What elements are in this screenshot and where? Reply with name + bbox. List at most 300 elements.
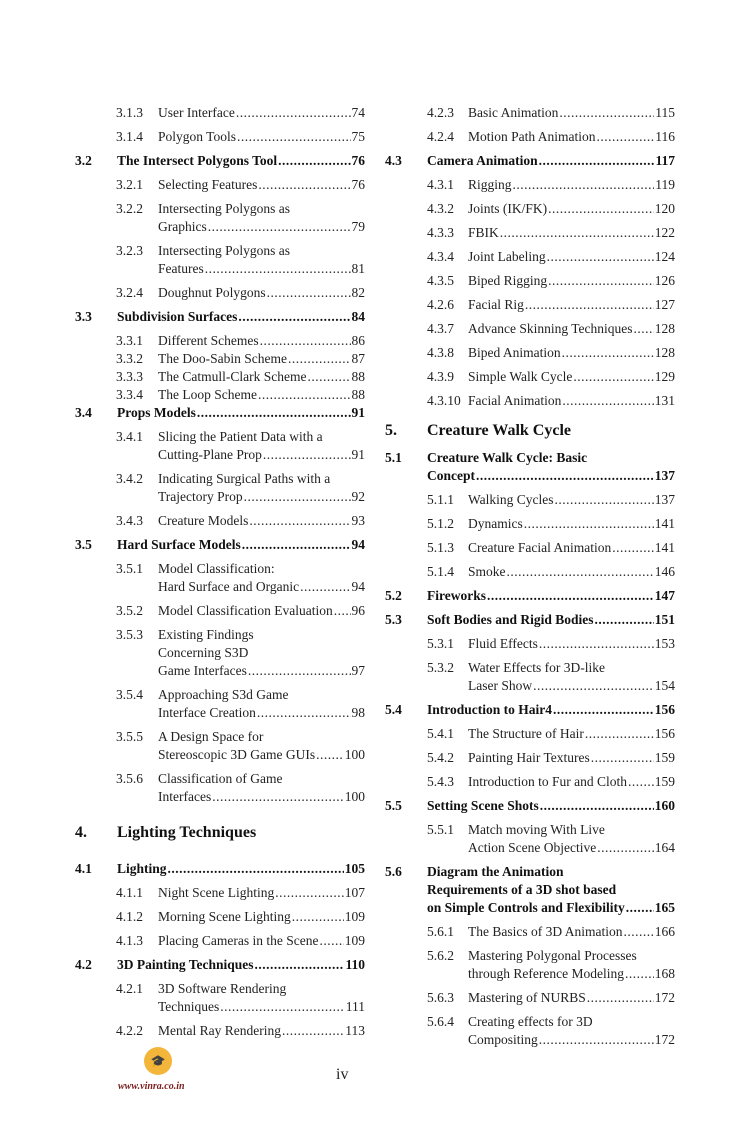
- toc-entry-title: Existing Findings: [158, 627, 254, 642]
- toc-entry-line: [468, 224, 675, 242]
- toc-entry-line: [117, 824, 365, 842]
- toc-entry-number: 4.3.5: [427, 273, 454, 288]
- toc-entry-page: 91: [351, 405, 365, 420]
- toc-entry-title: Trajectory Prop: [158, 489, 243, 504]
- dot-leader: [220, 998, 344, 1016]
- toc-entry-number: 3.5.5: [116, 729, 143, 744]
- toc-entry-number: 5.4.1: [427, 726, 454, 741]
- toc-entry-line: [158, 242, 365, 260]
- toc-entry-page: 127: [654, 297, 675, 312]
- toc-entry-line: [468, 392, 675, 410]
- dot-leader: [288, 350, 351, 368]
- toc-entry-title: Introduction to Hair4: [427, 702, 553, 717]
- toc-entry-page: 122: [654, 225, 675, 240]
- toc-entry-page: 165: [654, 900, 675, 915]
- toc-entry-number: 3.5.1: [116, 561, 143, 576]
- dot-leader: [587, 989, 654, 1007]
- dot-leader: [585, 725, 654, 743]
- toc-entry-number: 3.3.4: [116, 387, 143, 402]
- toc-entry-title: Rigging: [468, 177, 512, 192]
- dot-leader: [597, 839, 654, 857]
- toc-entry-title: Features: [158, 261, 204, 276]
- toc-entry-number: 5.4.2: [427, 750, 454, 765]
- toc-entry-page: 146: [654, 564, 675, 579]
- toc-entry-number: 5.2: [385, 588, 402, 603]
- toc-entry-number: 4.2.4: [427, 129, 454, 144]
- dot-leader: [591, 749, 654, 767]
- toc-entry-line: [427, 587, 675, 605]
- toc-entry-line: [158, 428, 365, 446]
- toc-entry-line: [158, 470, 365, 488]
- toc-entry-page: 109: [344, 909, 365, 924]
- toc-entry-line: [117, 152, 365, 170]
- toc-entry-page: 131: [654, 393, 675, 408]
- dot-leader: [625, 965, 654, 983]
- toc-entry-title: The Catmull-Clark Scheme: [158, 369, 307, 384]
- toc-entry-line: [468, 659, 675, 677]
- toc-entry-page: 111: [345, 999, 365, 1014]
- toc-entry-line: [468, 947, 675, 965]
- toc-entry-page: 119: [655, 177, 675, 192]
- toc-entry-page: 79: [351, 219, 365, 234]
- toc-entry-line: [468, 539, 675, 557]
- toc-entry-title: Doughnut Polygons: [158, 285, 266, 300]
- toc-entry-page: 86: [351, 333, 365, 348]
- toc-entry-line: [158, 884, 365, 902]
- toc-entry-title: Simple Walk Cycle: [468, 369, 573, 384]
- dot-leader: [612, 539, 654, 557]
- toc-entry-page: 116: [655, 129, 675, 144]
- toc-entry-title: Concept: [427, 468, 475, 483]
- toc-entry-line: [427, 152, 675, 170]
- toc-entry-number: 4.3.8: [427, 345, 454, 360]
- toc-entry-title: Intersecting Polygons as: [158, 243, 290, 258]
- toc-entry-page: 94: [351, 579, 365, 594]
- dot-leader: [597, 128, 655, 146]
- toc-entry-line: [468, 368, 675, 386]
- toc-entry-page: 168: [654, 966, 675, 981]
- toc-entry-line: [468, 296, 675, 314]
- dot-leader: [316, 746, 344, 764]
- dot-leader: [547, 248, 654, 266]
- toc-entry-line: [158, 788, 365, 806]
- toc-entry-line: [158, 908, 365, 926]
- dot-leader: [334, 602, 351, 620]
- toc-entry-number: 3.3.3: [116, 369, 143, 384]
- toc-entry-line: [427, 449, 675, 467]
- toc-entry-line: [158, 104, 365, 122]
- toc-entry-number: 4.3.3: [427, 225, 454, 240]
- toc-entry-page: 166: [654, 924, 675, 939]
- toc-entry-line: [158, 218, 365, 236]
- toc-entry-line: [468, 563, 675, 581]
- toc-entry-line: [468, 104, 675, 122]
- toc-entry-number: 3.3: [75, 309, 92, 324]
- dot-leader: [263, 446, 351, 464]
- toc-entry-title: Walking Cycles: [468, 492, 554, 507]
- toc-entry-title: Match moving With Live: [468, 822, 605, 837]
- toc-entry-page: 153: [654, 636, 675, 651]
- toc-entry-line: [468, 272, 675, 290]
- toc-entry-title: Motion Path Animation: [468, 129, 596, 144]
- toc-entry-line: [158, 368, 365, 386]
- toc-entry-title: Techniques: [158, 999, 220, 1014]
- toc-entry-number: 5.1: [385, 450, 402, 465]
- toc-entry-page: 75: [351, 129, 365, 144]
- toc-entry-line: [427, 899, 675, 917]
- toc-entry-line: [158, 446, 365, 464]
- toc-entry-number: 3.3.1: [116, 333, 143, 348]
- toc-entry-line: [158, 728, 365, 746]
- toc-entry-page: 88: [351, 387, 365, 402]
- toc-entry-page: 110: [345, 957, 365, 972]
- dot-leader: [244, 488, 351, 506]
- toc-entry-title: Facial Animation: [468, 393, 562, 408]
- toc-entry-number: 4.2.3: [427, 105, 454, 120]
- toc-entry-title: Interface Creation: [158, 705, 256, 720]
- toc-entry-page: 160: [654, 798, 675, 813]
- toc-entry-page: 88: [351, 369, 365, 384]
- toc-entry-line: [158, 128, 365, 146]
- toc-entry-line: [117, 956, 365, 974]
- toc-entry-title: Slicing the Patient Data with a: [158, 429, 323, 444]
- toc-entry-line: [468, 320, 675, 338]
- dot-leader: [555, 491, 654, 509]
- toc-entry-page: 91: [351, 447, 365, 462]
- toc-entry-number: 4.3.4: [427, 249, 454, 264]
- dot-leader: [275, 884, 344, 902]
- toc-entry-number: 5.3.2: [427, 660, 454, 675]
- toc-entry-line: [468, 923, 675, 941]
- dot-leader: [487, 587, 654, 605]
- toc-entry-title: The Doo-Sabin Scheme: [158, 351, 287, 366]
- publisher-url: www.vinra.co.in: [118, 1081, 185, 1092]
- toc-entry-line: [427, 881, 675, 899]
- toc-entry-line: [158, 602, 365, 620]
- toc-entry-page: 156: [654, 726, 675, 741]
- dot-leader: [238, 308, 350, 326]
- toc-entry-line: [468, 677, 675, 695]
- toc-entry-page: 151: [654, 612, 675, 627]
- toc-entry-title: Compositing: [468, 1032, 538, 1047]
- toc-entry-page: 94: [351, 537, 365, 552]
- toc-entry-number: 3.4.3: [116, 513, 143, 528]
- toc-entry-title: Polygon Tools: [158, 129, 236, 144]
- toc-entry-title: Requirements of a 3D shot based: [427, 882, 617, 897]
- toc-entry-title: Creature Walk Cycle: Basic: [427, 450, 588, 465]
- toc-entry-title: 3D Software Rendering: [158, 981, 287, 996]
- dot-leader: [595, 611, 654, 629]
- toc-entry-page: 147: [654, 588, 675, 603]
- toc-entry-number: 4.3: [385, 153, 402, 168]
- toc-entry-number: 4.1.2: [116, 909, 143, 924]
- toc-entry-line: [468, 773, 675, 791]
- toc-entry-page: 172: [654, 990, 675, 1005]
- toc-entry-title: Model Classification Evaluation: [158, 603, 333, 618]
- toc-entry-line: [158, 512, 365, 530]
- dot-leader: [300, 578, 350, 596]
- toc-entry-number: 3.3.2: [116, 351, 143, 366]
- toc-entry-title: A Design Space for: [158, 729, 264, 744]
- dot-leader: [242, 536, 351, 554]
- toc-entry-page: 113: [345, 1023, 365, 1038]
- toc-entry-page: 74: [351, 105, 365, 120]
- dot-leader: [476, 467, 654, 485]
- toc-entry-number: 3.5: [75, 537, 92, 552]
- toc-entry-number: 5.4: [385, 702, 402, 717]
- dot-leader: [260, 332, 351, 350]
- toc-entry-line: [158, 980, 365, 998]
- dot-leader: [237, 128, 351, 146]
- toc-entry-page: 124: [654, 249, 675, 264]
- toc-entry-number: 3.2.3: [116, 243, 143, 258]
- toc-entry-number: 4.1.1: [116, 885, 143, 900]
- toc-entry-title: Concerning S3D: [158, 645, 249, 660]
- toc-entry-number: 3.2.4: [116, 285, 143, 300]
- toc-entry-number: 3.1.3: [116, 105, 143, 120]
- toc-entry-number: 5.6: [385, 864, 402, 879]
- toc-entry-title: Selecting Features: [158, 177, 258, 192]
- dot-leader: [533, 677, 654, 695]
- toc-entry-number: 5.6.3: [427, 990, 454, 1005]
- toc-entry-number: 4.3.2: [427, 201, 454, 216]
- toc-entry-title: Joint Labeling: [468, 249, 546, 264]
- toc-entry-title: Creature Models: [158, 513, 249, 528]
- dot-leader: [208, 218, 351, 236]
- dot-leader: [248, 662, 351, 680]
- toc-entry-title: Biped Rigging: [468, 273, 548, 288]
- toc-entry-title: Joints (IK/FK): [468, 201, 548, 216]
- toc-entry-number: 4.2.2: [116, 1023, 143, 1038]
- toc-entry-number: 5.6.2: [427, 948, 454, 963]
- dot-leader: [292, 908, 344, 926]
- toc-entry-title: Dynamics: [468, 516, 523, 531]
- toc-entry-line: [427, 422, 675, 440]
- toc-entry-line: [468, 176, 675, 194]
- toc-entry-page: 82: [351, 285, 365, 300]
- toc-entry-number: 3.5.6: [116, 771, 143, 786]
- toc-entry-line: [158, 560, 365, 578]
- toc-entry-page: 87: [351, 351, 365, 366]
- toc-entry-line: [117, 536, 365, 554]
- dot-leader: [500, 224, 654, 242]
- toc-entry-page: 159: [654, 750, 675, 765]
- toc-entry-page: 120: [654, 201, 675, 216]
- toc-entry-page: 159: [654, 774, 675, 789]
- toc-entry-line: [468, 725, 675, 743]
- toc-entry-title: Interfaces: [158, 789, 212, 804]
- toc-entry-title: Lighting Techniques: [117, 824, 257, 841]
- dot-leader: [168, 860, 344, 878]
- toc-entry-page: 76: [351, 153, 365, 168]
- toc-entry-line: [158, 260, 365, 278]
- toc-entry-line: [427, 467, 675, 485]
- toc-entry-line: [158, 488, 365, 506]
- toc-entry-number: 5.: [385, 422, 397, 439]
- toc-entry-page: 156: [654, 702, 675, 717]
- dot-leader: [540, 797, 654, 815]
- dot-leader: [553, 701, 654, 719]
- toc-entry-page: 117: [655, 153, 675, 168]
- toc-entry-page: 128: [654, 321, 675, 336]
- toc-entry-title: Laser Show: [468, 678, 533, 693]
- dot-leader: [249, 512, 350, 530]
- toc-entry-line: [158, 332, 365, 350]
- toc-entry-number: 4.3.10: [427, 393, 461, 408]
- toc-entry-title: Subdivision Surfaces: [117, 309, 238, 324]
- toc-entry-title: Basic Animation: [468, 105, 559, 120]
- toc-entry-page: 97: [351, 663, 365, 678]
- toc-entry-line: [468, 1031, 675, 1049]
- toc-entry-number: 5.1.1: [427, 492, 454, 507]
- toc-entry-title: The Structure of Hair: [468, 726, 584, 741]
- dot-leader: [539, 1031, 654, 1049]
- toc-entry-number: 4.1: [75, 861, 92, 876]
- toc-entry-line: [117, 860, 365, 878]
- toc-entry-page: 98: [351, 705, 365, 720]
- toc-entry-page: 137: [654, 492, 675, 507]
- dot-leader: [319, 932, 343, 950]
- toc-entry-number: 4.1.3: [116, 933, 143, 948]
- toc-entry-title: Facial Rig: [468, 297, 524, 312]
- dot-leader: [524, 515, 654, 533]
- toc-entry-line: [468, 248, 675, 266]
- toc-entry-page: 172: [654, 1032, 675, 1047]
- toc-entry-title: The Basics of 3D Animation: [468, 924, 623, 939]
- toc-entry-number: 5.1.3: [427, 540, 454, 555]
- dot-leader: [539, 635, 654, 653]
- toc-entry-number: 3.5.2: [116, 603, 143, 618]
- toc-entry-line: [158, 626, 365, 644]
- toc-entry-line: [468, 989, 675, 1007]
- toc-entry-page: 107: [344, 885, 365, 900]
- toc-entry-line: [468, 200, 675, 218]
- toc-entry-title: Introduction to Fur and Cloth: [468, 774, 627, 789]
- toc-entry-number: 5.1.2: [427, 516, 454, 531]
- dot-leader: [634, 320, 654, 338]
- dot-leader: [278, 152, 350, 170]
- toc-entry-title: Indicating Surgical Paths with a: [158, 471, 331, 486]
- toc-entry-line: [158, 662, 365, 680]
- toc-entry-line: [468, 1013, 675, 1031]
- toc-entry-line: [158, 578, 365, 596]
- toc-entry-title: Diagram the Animation: [427, 864, 564, 879]
- toc-entry-title: Setting Scene Shots: [427, 798, 539, 813]
- publisher-logo-graduation-cap-icon: 🎓: [144, 1047, 172, 1075]
- dot-leader: [257, 704, 351, 722]
- dot-leader: [562, 344, 654, 362]
- toc-entry-title: Morning Scene Lighting: [158, 909, 291, 924]
- toc-entry-page: 128: [654, 345, 675, 360]
- toc-entry-title: Different Schemes: [158, 333, 259, 348]
- toc-entry-page: 81: [351, 261, 365, 276]
- toc-entry-title: Advance Skinning Techniques: [468, 321, 633, 336]
- toc-entry-line: [468, 749, 675, 767]
- toc-entry-line: [158, 644, 365, 662]
- toc-entry-number: 3.4.2: [116, 471, 143, 486]
- toc-entry-title: Model Classification:: [158, 561, 275, 576]
- toc-entry-number: 3.2: [75, 153, 92, 168]
- toc-entry-title: Mental Ray Rendering: [158, 1023, 281, 1038]
- toc-entry-number: 5.5.1: [427, 822, 454, 837]
- toc-entry-title: Lighting: [117, 861, 167, 876]
- dot-leader: [282, 1022, 344, 1040]
- toc-entry-title: Creature Walk Cycle: [427, 422, 571, 439]
- toc-entry-line: [427, 797, 675, 815]
- toc-entry-title: Game Interfaces: [158, 663, 247, 678]
- toc-entry-title: Creature Facial Animation: [468, 540, 612, 555]
- toc-entry-title: Placing Cameras in the Scene: [158, 933, 319, 948]
- toc-entry-page: 129: [654, 369, 675, 384]
- dot-leader: [267, 284, 351, 302]
- toc-entry-number: 4.2.1: [116, 981, 143, 996]
- toc-entry-title: Camera Animation: [427, 153, 538, 168]
- toc-entry-title: Painting Hair Textures: [468, 750, 590, 765]
- toc-entry-number: 3.5.4: [116, 687, 143, 702]
- toc-entry-line: [468, 344, 675, 362]
- toc-entry-line: [468, 491, 675, 509]
- toc-entry-title: FBIK: [468, 225, 499, 240]
- toc-entry-title: Cutting-Plane Prop: [158, 447, 262, 462]
- toc-entry-line: [117, 308, 365, 326]
- toc-entry-line: [468, 965, 675, 983]
- dot-leader: [307, 368, 350, 386]
- toc-entry-line: [158, 284, 365, 302]
- toc-entry-line: [158, 350, 365, 368]
- toc-entry-page: 154: [654, 678, 675, 693]
- toc-entry-title: Water Effects for 3D-like: [468, 660, 605, 675]
- toc-entry-page: 84: [351, 309, 365, 324]
- toc-entry-line: [158, 746, 365, 764]
- toc-entry-number: 3.2.1: [116, 177, 143, 192]
- toc-entry-title: Creating effects for 3D: [468, 1014, 593, 1029]
- toc-entry-number: 3.4: [75, 405, 92, 420]
- toc-entry-line: [158, 770, 365, 788]
- dot-leader: [623, 923, 653, 941]
- toc-entry-line: [158, 704, 365, 722]
- toc-entry-page: 76: [351, 177, 365, 192]
- dot-leader: [525, 296, 654, 314]
- toc-entry-title: Approaching S3d Game: [158, 687, 289, 702]
- toc-entry-page: 109: [344, 933, 365, 948]
- dot-leader: [548, 200, 654, 218]
- toc-entry-title: Hard Surface and Organic: [158, 579, 300, 594]
- toc-entry-number: 5.6.1: [427, 924, 454, 939]
- toc-entry-page: 100: [344, 747, 365, 762]
- toc-entry-title: Graphics: [158, 219, 207, 234]
- toc-entry-page: 141: [654, 540, 675, 555]
- toc-entry-title: on Simple Controls and Flexibility: [427, 900, 625, 915]
- toc-entry-title: Props Models: [117, 405, 196, 420]
- toc-entry-number: 5.5: [385, 798, 402, 813]
- dot-leader: [258, 176, 350, 194]
- dot-leader: [626, 899, 654, 917]
- toc-entry-line: [468, 839, 675, 857]
- toc-entry-number: 4.2.6: [427, 297, 454, 312]
- toc-entry-title: User Interface: [158, 105, 235, 120]
- toc-entry-line: [117, 404, 365, 422]
- toc-entry-line: [427, 701, 675, 719]
- toc-entry-title: Fireworks: [427, 588, 486, 603]
- toc-entry-page: 92: [351, 489, 365, 504]
- toc-entry-title: Smoke: [468, 564, 506, 579]
- toc-entry-line: [158, 1022, 365, 1040]
- page-number: iv: [336, 1066, 349, 1083]
- toc-entry-line: [468, 515, 675, 533]
- dot-leader: [236, 104, 351, 122]
- toc-entry-line: [158, 686, 365, 704]
- dot-leader: [573, 368, 653, 386]
